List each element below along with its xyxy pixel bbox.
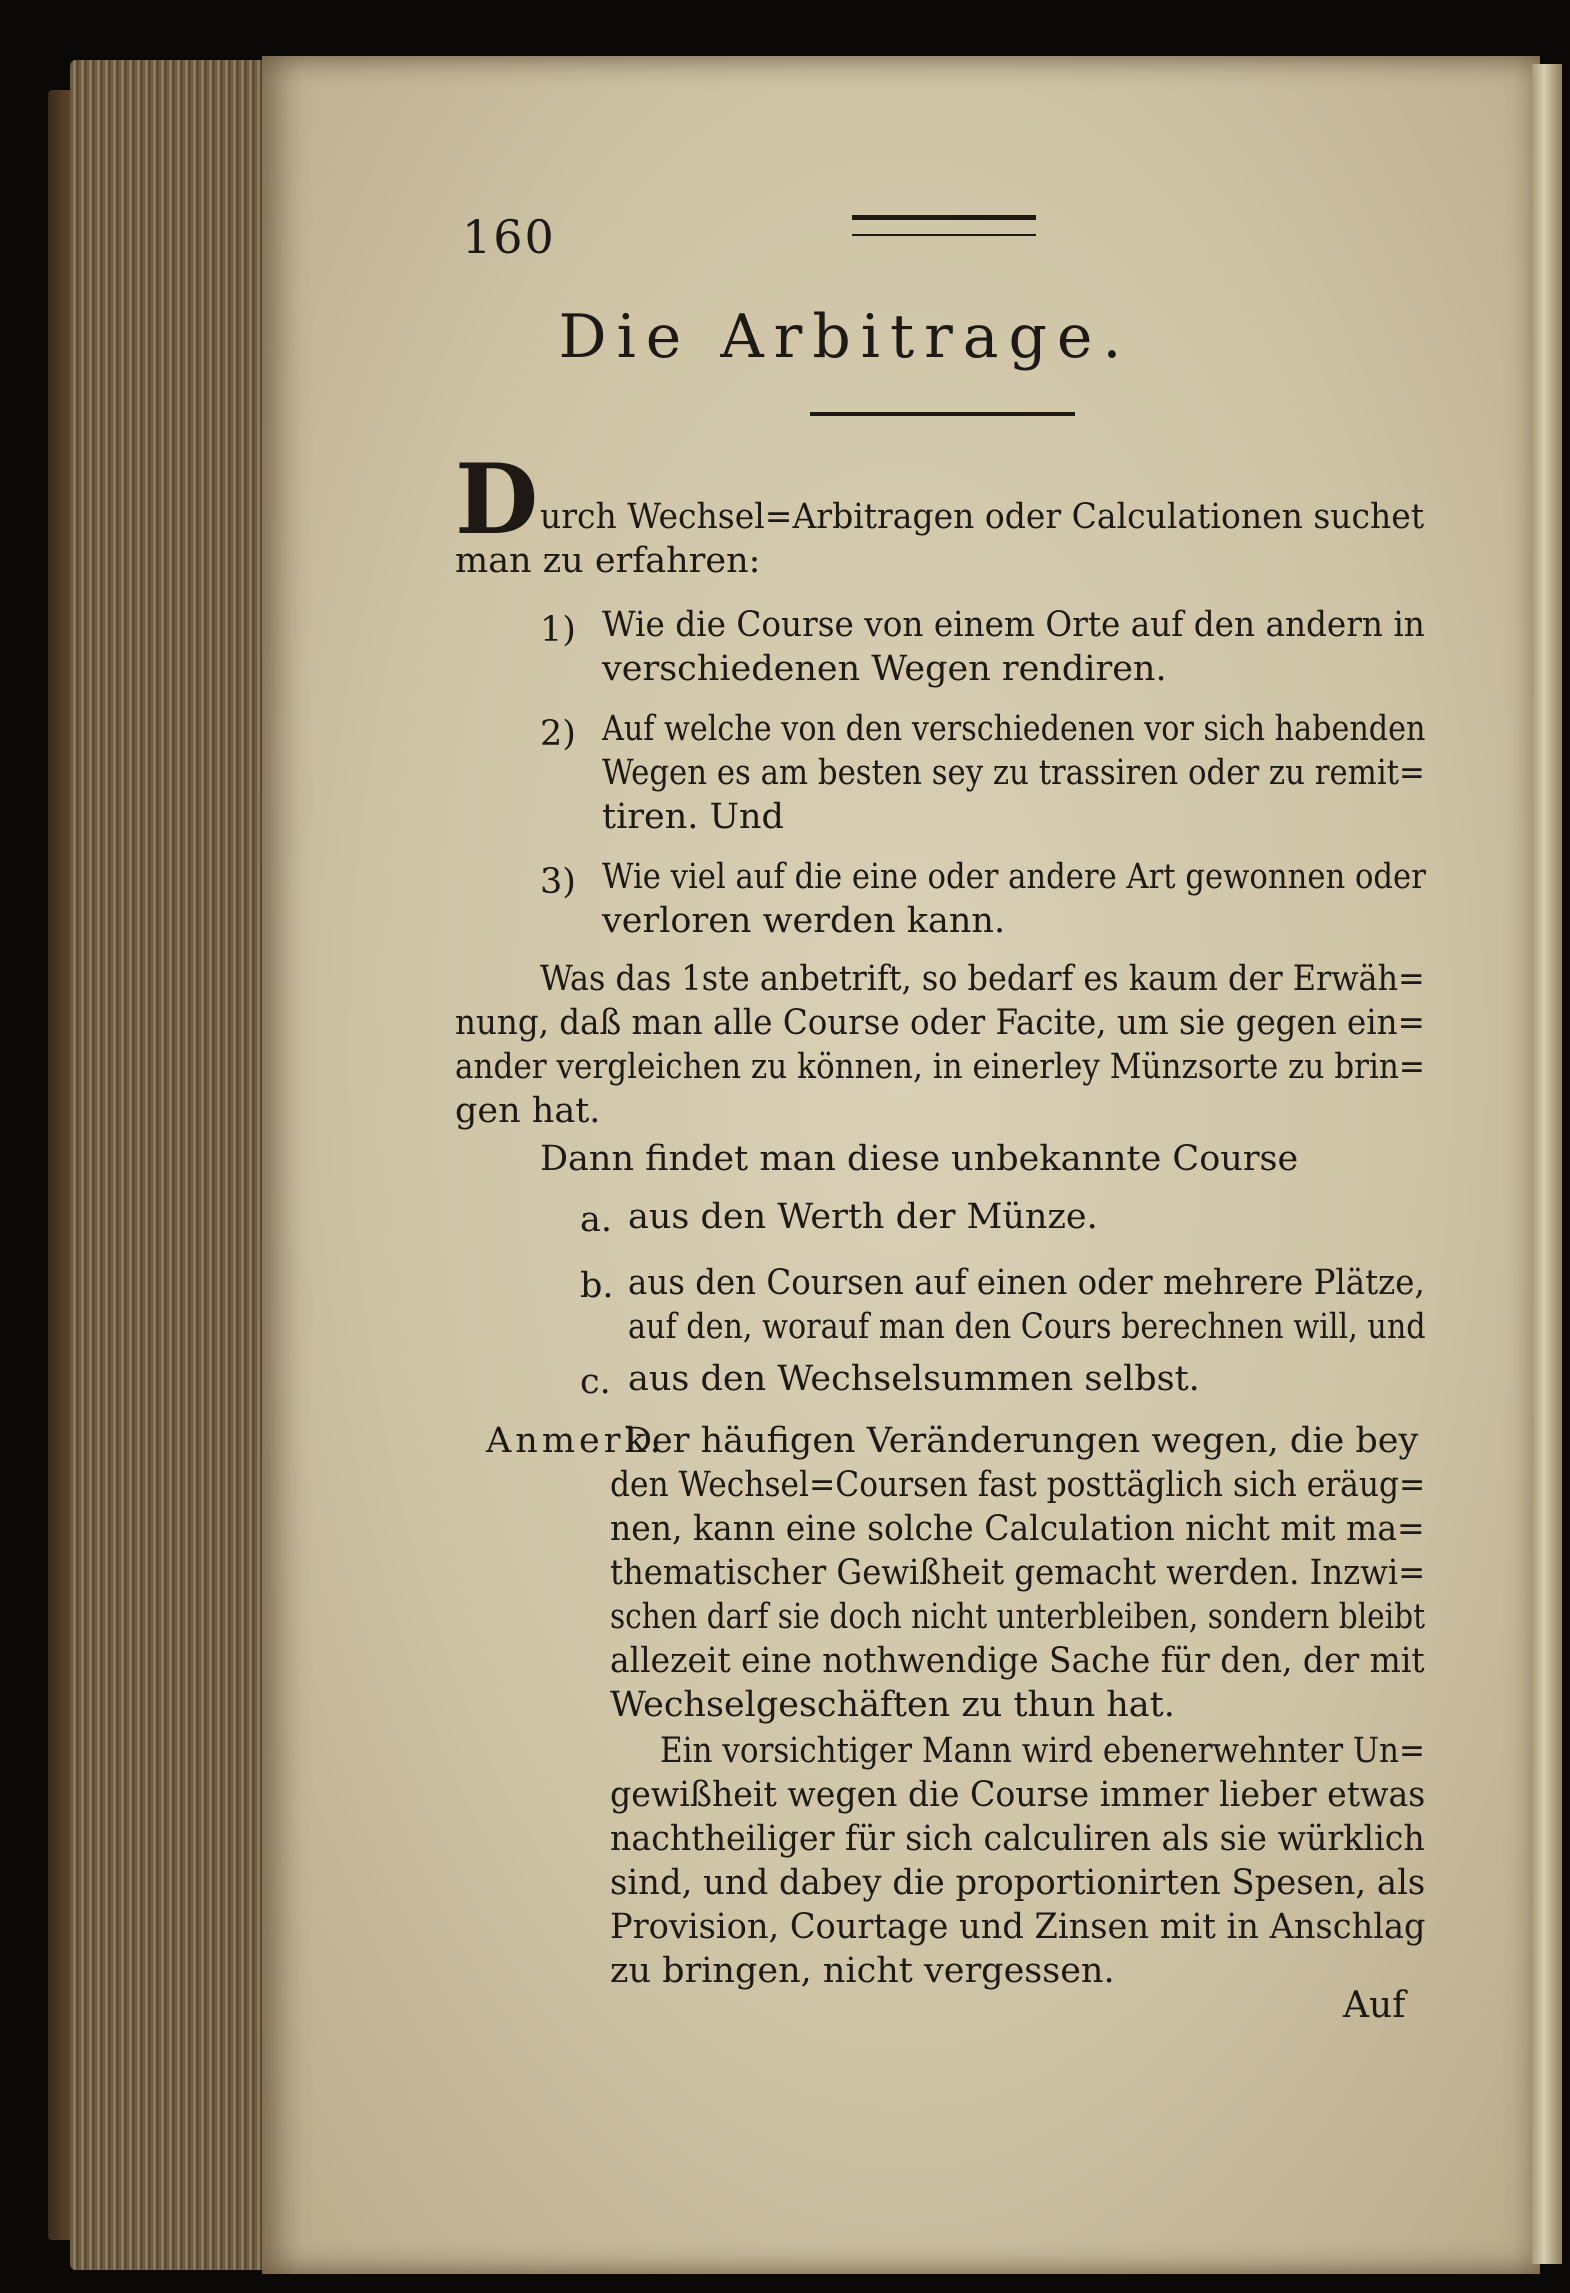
item-2-line-2: Wegen es am besten sey zu trassiren oder zu remit= (602, 753, 1425, 793)
paragraph-1-line-1: Was das 1ste anbetrift, so bedarf es kaum der Erwäh= (540, 959, 1425, 999)
item-1-line-2: verschiedenen Wegen rendiren. (602, 649, 1167, 689)
item-1-line-1: Wie die Course von einem Orte auf den andern in (602, 605, 1425, 645)
note-line-5: schen darf sie doch nicht unterbleiben, sondern bleibt (610, 1597, 1425, 1637)
header-ornament-rule (852, 215, 1036, 236)
sub-item-a-line-1: aus den Werth der Münze. (628, 1197, 1098, 1237)
paragraph-1-line-2: nung, daß man alle Course oder Facite, um sie gegen ein= (455, 1003, 1425, 1043)
intro-line-1: urch Wechsel=Arbitragen oder Calculationen suchet (540, 497, 1425, 537)
note-paragraph-line-5: Provision, Courtage und Zinsen mit in Anschlag (610, 1907, 1426, 1947)
paragraph-1-line-4: gen hat. (455, 1091, 601, 1131)
paragraph-2: Dann findet man diese unbekannte Course (540, 1139, 1299, 1179)
sub-item-label-b: b. (580, 1266, 614, 1306)
right-page-edge (1532, 64, 1562, 2264)
note-paragraph-line-2: gewißheit wegen die Course immer lieber etwas (610, 1775, 1426, 1815)
item-number-2: 2) (540, 714, 576, 754)
item-number-1: 1) (540, 610, 576, 650)
note-line-3: nen, kann eine solche Calculation nicht mit ma= (610, 1509, 1425, 1549)
page-number: 160 (462, 210, 556, 264)
note-paragraph-line-4: sind, und dabey die proportionirten Spesen, als (610, 1863, 1426, 1903)
title-rule (810, 412, 1075, 416)
note-paragraph-line-3: nachtheiliger für sich calculiren als sie würklich (610, 1819, 1425, 1859)
item-3-line-1: Wie viel auf die eine oder andere Art gewonnen oder (602, 857, 1426, 897)
sub-item-b-line-2: auf den, worauf man den Cours berechnen will, und (628, 1307, 1426, 1347)
item-2-line-3: tiren. Und (602, 797, 784, 837)
note-line-2: den Wechsel=Coursen fast posttäglich sich eräug= (610, 1465, 1426, 1505)
item-3-line-2: verloren werden kann. (602, 901, 1006, 941)
item-number-3: 3) (540, 862, 576, 902)
page-title: Die Arbitrage. (558, 302, 1132, 372)
note-line-1: Der häufigen Veränderungen wegen, die bey (624, 1421, 1419, 1461)
note-paragraph-line-6: zu bringen, nicht vergessen. (610, 1951, 1115, 1991)
note-line-7: Wechselgeschäften zu thun hat. (610, 1685, 1175, 1725)
note-paragraph-line-1: Ein vorsichtiger Mann wird ebenerwehnter Un= (660, 1731, 1425, 1771)
sub-item-b-line-1: aus den Coursen auf einen oder mehrere Plätze, (628, 1263, 1425, 1303)
intro-line-2: man zu erfahren: (455, 541, 761, 581)
item-2-line-1: Auf welche von den verschiedenen vor sich habenden (602, 709, 1426, 749)
note-line-6: allezeit eine nothwendige Sache für den, der mit (610, 1641, 1425, 1681)
note-line-4: thematischer Gewißheit gemacht werden. Inzwi= (610, 1553, 1426, 1593)
sub-item-label-c: c. (580, 1362, 611, 1402)
paragraph-1-line-3: ander vergleichen zu können, in einerley Münzsorte zu brin= (455, 1047, 1425, 1087)
note-label: Anmerk. (486, 1421, 665, 1461)
page-edges (70, 60, 270, 2270)
catchword: Auf (1343, 1985, 1406, 2026)
sub-item-c-line-1: aus den Wechselsummen selbst. (628, 1359, 1200, 1399)
sub-item-label-a: a. (580, 1200, 612, 1240)
drop-cap: D (455, 443, 539, 556)
